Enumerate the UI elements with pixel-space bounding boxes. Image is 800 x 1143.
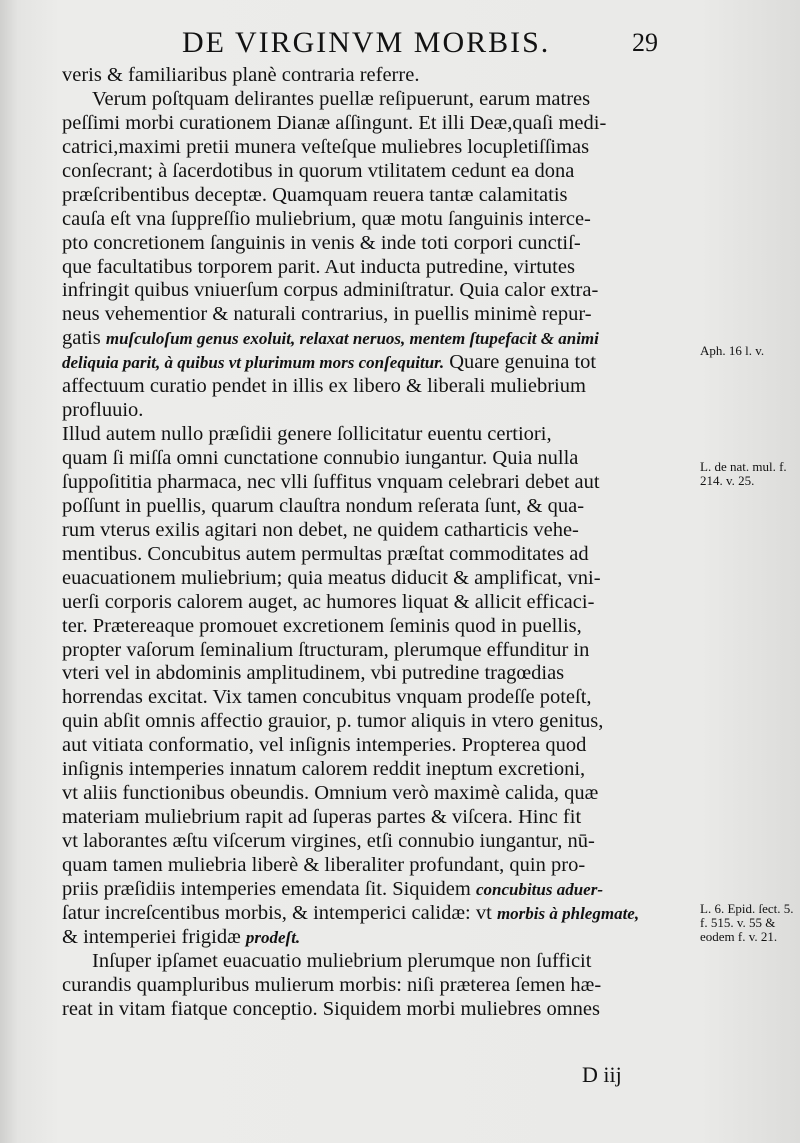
text-segment: Quare genuina tot — [449, 351, 597, 374]
italic-citation: deliquia parit, à quibus vt plurimum mors conſequitur. — [62, 353, 445, 373]
text-line: affectuum curatio pendet in illis ex libero & liberali muliebrium — [62, 375, 586, 398]
text-line: Inſuper ipſamet euacuatio muliebrium plerumque non ſufficit — [92, 949, 592, 972]
text-line: infringit quibus vniuerſum corpus adminiſtratur. Quia calor extra- — [62, 279, 599, 302]
text-line: profluuio. — [62, 399, 144, 422]
text-line: propter vaſorum ſeminalium ſtructuram, plerumque effunditur in — [62, 638, 590, 661]
text-line: curandis quampluribus mulierum morbis: niſi præterea ſemen hæ- — [62, 973, 602, 996]
text-line: catrici,maximi pretii munera veſteſque muliebres locupletiſſimas — [62, 135, 590, 158]
text-line: poſſunt in puellis, quarum clauſtra nondum reſerata ſunt, & qua- — [62, 494, 585, 517]
running-title: DE VIRGINVM MORBIS. — [182, 26, 551, 59]
text-line — [62, 926, 694, 950]
text-line: quam ſi miſſa omni cunctatione connubio iungantur. Quia nulla — [62, 447, 579, 469]
text-line: præſcribentibus deceptæ. Quamquam reuera tantæ calamitatis — [62, 183, 568, 206]
text-line: vt laborantes æſtu viſcerum virgines, etſi connubio iungantur, nū- — [62, 830, 595, 852]
text-line: quam tamen muliebria liberè & liberaliter profundant, quin pro- — [62, 853, 586, 876]
margin-note: L. 6. Epid. ſect. 5. f. 515. v. 55 & eodem f. v. 21. — [700, 901, 794, 944]
text-line: peſſimi morbi curationem Dianæ aſſingunt. Et illi Deæ,quaſi medi- — [62, 111, 607, 134]
text-line — [62, 902, 694, 926]
page-number: 29 — [632, 28, 658, 57]
text-segment: priis præſidiis intemperies emendata ſit. Siquidem — [62, 877, 471, 900]
text-line: quin abſit omnis affectio grauior, p. tumor aliquis in vtero genitus, — [62, 710, 604, 733]
italic-citation: muſculoſum genus exoluit, relaxat neruos, mentem ſtupefacit & animi — [105, 329, 599, 349]
text-line: rum vterus exilis agitari non debet, ne quidem catharticis vehe- — [62, 518, 579, 541]
text-line — [62, 327, 694, 351]
text-line: que facultatibus torporem parit. Aut inducta putredine, virtutes — [62, 255, 575, 278]
text-segment: ſatur increſcentibus morbis, & intemperici calidæ: vt — [62, 901, 492, 924]
text-line: mentibus. Concubitus autem permultas præſtat commoditates ad — [62, 542, 589, 565]
text-line: Illud autem nullo præſidii genere ſollicitatur euentu certiori, — [62, 423, 552, 446]
text-line: inſignis intemperies innatum calorem reddit ineptum excretioni, — [62, 758, 586, 781]
signature-mark: D iij — [582, 1062, 622, 1087]
text-segment: & intemperiei frigidæ — [62, 925, 241, 948]
margin-note: Aph. 16 l. v. — [700, 343, 765, 358]
text-line: conſecrant; à ſacerdotibus in quorum vtilitatem cedunt ea dona — [62, 159, 575, 182]
body-text — [62, 64, 694, 1022]
italic-citation: prodeſt. — [245, 927, 301, 947]
text-line: veris & familiaribus planè contraria referre. — [62, 64, 420, 86]
margin-note: L. de nat. mul. f. 214. v. 25. — [700, 459, 787, 488]
italic-citation: concubitus aduer- — [475, 879, 603, 899]
text-line — [62, 351, 694, 375]
page-header — [0, 22, 800, 62]
text-line: materiam muliebrium rapit ad ſuperas partes & viſcera. Hinc fit — [62, 806, 582, 829]
text-segment: gatis — [62, 327, 101, 350]
text-line — [62, 878, 694, 902]
text-line: uerſi corporis calorem auget, ac humores liquat & allicit efficaci- — [62, 590, 595, 613]
text-line: ter. Prætereaque promouet excretionem ſeminis quod in puellis, — [62, 614, 582, 637]
text-line: Verum poſtquam delirantes puellæ reſipuerunt, earum matres — [92, 87, 591, 110]
text-line: neus vehementior & naturali contrarius, in puellis minimè repur- — [62, 303, 592, 326]
text-line: ſuppoſititia pharmaca, nec vlli ſuffitus vnquam celebrari debet aut — [62, 470, 600, 493]
text-line: horrendas excitat. Vix tamen concubitus vnquam prodeſſe poteſt, — [62, 686, 592, 709]
text-line: reat in vitam fiatque conceptio. Siquidem morbi muliebres omnes — [62, 997, 600, 1020]
text-line: euacuationem muliebrium; quia meatus diducit & amplificat, vni- — [62, 566, 601, 589]
text-line: vteri vel in abdominis amplitudinem, vbi putredine tragœdias — [62, 662, 565, 685]
italic-citation: morbis à phlegmate, — [496, 903, 640, 923]
text-line: cauſa eſt vna ſuppreſſio muliebrium, quæ motu ſanguinis interce- — [62, 207, 591, 230]
text-line: pto concretionem ſanguinis in venis & inde toti corpori cunctiſ- — [62, 231, 581, 254]
text-line: vt aliis functionibus obeundis. Omnium verò maximè calida, quæ — [62, 782, 599, 805]
text-line: aut vitiata conformatio, vel inſignis intemperies. Propterea quod — [62, 734, 587, 757]
